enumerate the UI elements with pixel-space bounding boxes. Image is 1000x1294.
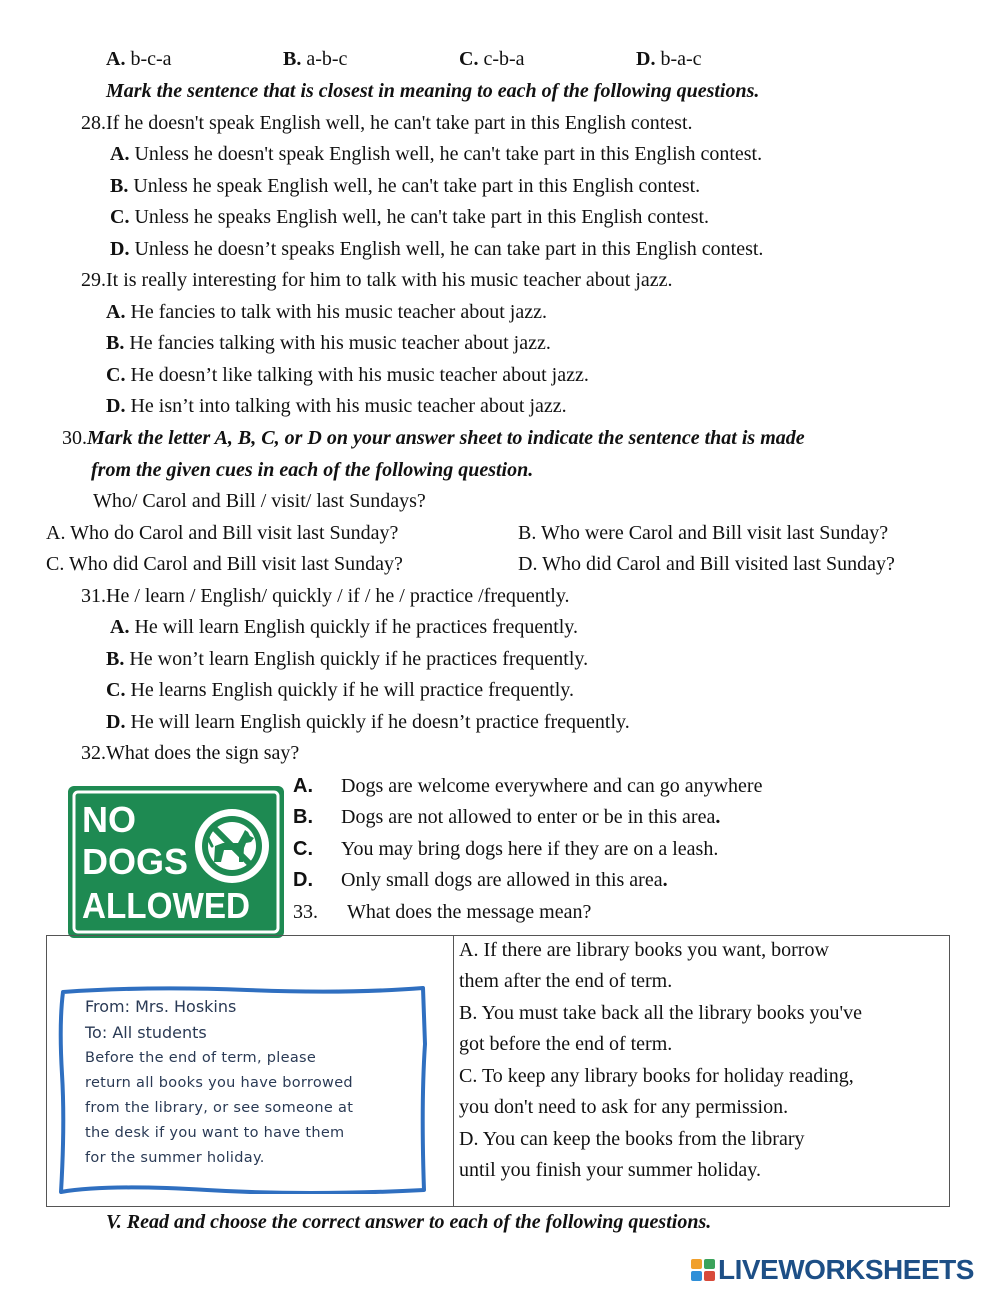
- option-text: He will learn English quickly if he practices frequently.: [129, 616, 579, 638]
- option-text: Dogs are welcome everywhere and can go anywhere: [341, 775, 763, 797]
- q29-option-c[interactable]: [106, 362, 589, 388]
- sign-line-allowed: ALLOWED: [82, 885, 250, 926]
- option-text: He fancies talking with his music teacher about jazz.: [124, 332, 551, 354]
- q31-option-d[interactable]: [106, 709, 630, 735]
- q33-option-a-cont[interactable]: them after the end of term.: [459, 970, 673, 992]
- sign-line-no: NO: [82, 799, 136, 840]
- table-divider: [453, 936, 454, 1206]
- option-text: He isn’t into talking with his music teacher about jazz.: [125, 395, 567, 417]
- option-text: a-b-c: [301, 48, 348, 70]
- option-letter: D.: [106, 395, 126, 417]
- option-letter: D.: [293, 869, 313, 891]
- note-body-line: the desk if you want to have them: [85, 1125, 345, 1141]
- q29-option-a[interactable]: [106, 299, 547, 325]
- question-32-stem: 32.What does the sign say?: [81, 742, 300, 764]
- note-body-line: Before the end of term, please: [85, 1050, 317, 1066]
- question-33-number: 33.: [293, 901, 318, 923]
- option-text: Unless he doesn’t speaks English well, he can take part in this English contest.: [129, 238, 764, 260]
- option-letter: C.: [293, 838, 313, 860]
- option-letter: B.: [106, 648, 125, 670]
- option-letter: C.: [106, 364, 126, 386]
- option-letter: A.: [293, 775, 313, 797]
- option-text: Unless he speaks English well, he can't take part in this English contest.: [129, 206, 710, 228]
- option-letter: C.: [106, 679, 126, 701]
- q33-option-b[interactable]: B. You must take back all the library books you've: [459, 1002, 862, 1024]
- option-letter: B.: [110, 175, 129, 197]
- option-letter: D.: [106, 711, 126, 733]
- sign-line-dogs: DOGS: [82, 841, 189, 882]
- q28-option-b[interactable]: [110, 173, 700, 199]
- option-letter: B.: [283, 48, 302, 70]
- q29-option-b[interactable]: [106, 330, 551, 356]
- q33-option-b-cont[interactable]: got before the end of term.: [459, 1033, 673, 1055]
- option-text: c-b-a: [478, 48, 525, 70]
- option-text: Unless he doesn't speak English well, he can't take part in this English contest.: [129, 143, 763, 165]
- option-text: Only small dogs are allowed in this area.: [341, 869, 668, 891]
- option-letter: A.: [110, 616, 130, 638]
- q32-option-d[interactable]: [293, 867, 668, 893]
- option-text: You may bring dogs here if they are on a leash.: [341, 838, 719, 860]
- option-text: He fancies to talk with his music teacher about jazz.: [125, 301, 547, 323]
- option-text: Unless he speak English well, he can't take part in this English contest.: [128, 175, 701, 197]
- prev-option-b[interactable]: [283, 46, 347, 72]
- option-letter: D.: [636, 48, 656, 70]
- question-33-table: [46, 935, 950, 1207]
- q33-option-d[interactable]: D. You can keep the books from the library: [459, 1128, 805, 1150]
- option-letter: C.: [459, 48, 479, 70]
- q28-option-c[interactable]: [110, 204, 709, 230]
- option-letter: C.: [110, 206, 130, 228]
- question-30-instruction-cont: from the given cues in each of the following question.: [91, 459, 534, 481]
- question-30-instruction: [62, 425, 805, 451]
- option-letter: A.: [110, 143, 130, 165]
- note-from: From: Mrs. Hoskins: [85, 997, 237, 1016]
- option-text: He learns English quickly if he will practice frequently.: [125, 679, 575, 701]
- q31-option-b[interactable]: [106, 646, 588, 672]
- option-letter: B.: [106, 332, 125, 354]
- q32-option-b[interactable]: [293, 804, 721, 830]
- note-content: [85, 994, 405, 1171]
- q32-option-a[interactable]: [293, 773, 763, 799]
- q28-option-a[interactable]: [110, 141, 762, 167]
- no-dogs-sign-graphic: [68, 786, 284, 938]
- no-dog-icon: [195, 809, 269, 883]
- option-text: He doesn’t like talking with his music teacher about jazz.: [125, 364, 589, 386]
- no-dogs-sign: [68, 786, 284, 938]
- option-letter: D.: [110, 238, 130, 260]
- q28-option-d[interactable]: [110, 236, 763, 262]
- note-to: To: All students: [85, 1023, 207, 1042]
- section-v-heading: V. Read and choose the correct answer to each of the following questions.: [106, 1211, 712, 1233]
- option-text: He won’t learn English quickly if he practices frequently.: [124, 648, 589, 670]
- option-text: b-a-c: [655, 48, 702, 70]
- q30-option-d[interactable]: D. Who did Carol and Bill visited last Sunday?: [518, 553, 895, 575]
- note-body-line: for the summer holiday.: [85, 1150, 265, 1166]
- q33-option-a[interactable]: A. If there are library books you want, borrow: [459, 939, 829, 961]
- q31-option-c[interactable]: [106, 677, 574, 703]
- option-text: Dogs are not allowed to enter or be in this area.: [341, 806, 721, 828]
- liveworksheets-logo: [690, 1254, 974, 1286]
- q33-option-d-cont[interactable]: until you finish your summer holiday.: [459, 1159, 762, 1181]
- option-letter: A.: [106, 48, 126, 70]
- q30-option-a[interactable]: A. Who do Carol and Bill visit last Sunday?: [46, 522, 399, 544]
- option-letter: B.: [293, 806, 313, 828]
- logo-text: LIVEWORKSHEETS: [718, 1254, 974, 1285]
- q30-option-c[interactable]: C. Who did Carol and Bill visit last Sunday?: [46, 553, 403, 575]
- prev-option-d[interactable]: [636, 46, 702, 72]
- question-number: 30.: [62, 427, 87, 449]
- instruction-text: Mark the letter A, B, C, or D on your answer sheet to indicate the sentence that is made: [87, 427, 805, 449]
- message-note: [57, 984, 427, 1194]
- question-33-stem: What does the message mean?: [347, 901, 592, 923]
- option-letter: A.: [106, 301, 126, 323]
- liveworksheets-logo-icon: [690, 1257, 716, 1283]
- q30-option-b[interactable]: B. Who were Carol and Bill visit last Sunday?: [518, 522, 889, 544]
- q31-option-a[interactable]: [110, 614, 578, 640]
- question-28-stem: 28.If he doesn't speak English well, he can't take part in this English contest.: [81, 112, 693, 134]
- q32-option-c[interactable]: [293, 836, 719, 862]
- note-body-line: from the library, or see someone at: [85, 1100, 354, 1116]
- question-31-stem: 31.He / learn / English/ quickly / if / he / practice /frequently.: [81, 585, 570, 607]
- note-body-line: return all books you have borrowed: [85, 1075, 353, 1091]
- prev-option-c[interactable]: [459, 46, 525, 72]
- question-30-cue: Who/ Carol and Bill / visit/ last Sundays?: [93, 490, 426, 512]
- option-text: He will learn English quickly if he doesn’t practice frequently.: [125, 711, 630, 733]
- q29-option-d[interactable]: [106, 393, 567, 419]
- question-29-stem: 29.It is really interesting for him to talk with his music teacher about jazz.: [81, 269, 673, 291]
- q33-option-c-cont[interactable]: you don't need to ask for any permission.: [459, 1096, 789, 1118]
- section-instruction: Mark the sentence that is closest in meaning to each of the following questions.: [106, 80, 760, 102]
- q33-option-c[interactable]: C. To keep any library books for holiday reading,: [459, 1065, 854, 1087]
- prev-option-a[interactable]: [106, 46, 172, 72]
- option-text: b-c-a: [125, 48, 172, 70]
